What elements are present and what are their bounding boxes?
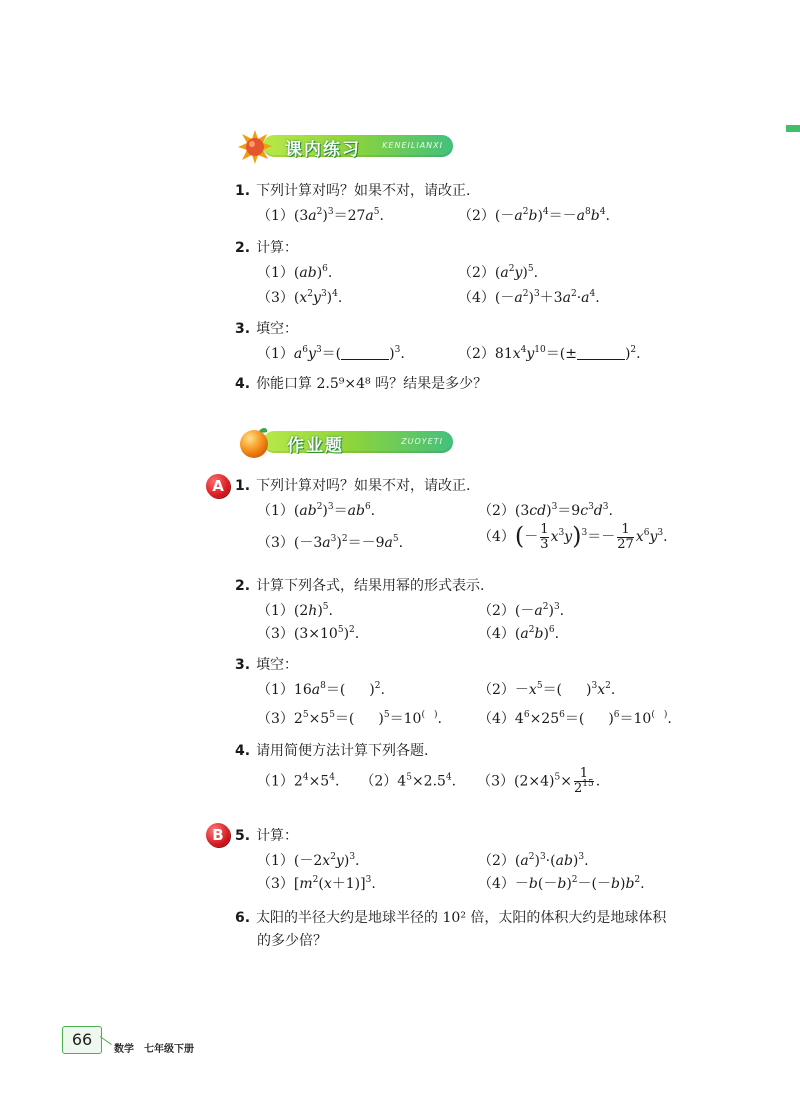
homework-2-part-1: $(1)(2h)^5$.	[257, 602, 333, 619]
homework-6-prompt: 6. 太阳的半径大约是地球半径的 10² 倍，太阳的体积大约是地球体积	[235, 910, 667, 926]
section-banner	[263, 431, 453, 456]
exercise-4-prompt: 4. 你能口算 2.5⁹×4⁸ 吗？结果是多少？	[235, 376, 488, 392]
homework-4-parts: $(1)2^4\times 5^4$. $(2)4^5\times 2.5^4$. $(3)(2\times 4)^5\times$ $\frac{1}{2^{15}}$ .	[257, 766, 601, 796]
exercise-2-part-1: （1）(ab)$^6$.	[257, 264, 333, 281]
orange-ball-icon	[237, 425, 273, 461]
homework-2-part-2: $(2)(-a^2)^3$.	[478, 602, 565, 619]
section-banner	[263, 135, 453, 160]
homework-3-part-4: $(4)4^6\times 25^6=$( )$^6$＝10( ).	[478, 710, 672, 727]
homework-1-part-1: $(1)(ab^2)^3=ab^6$.	[257, 502, 376, 519]
homework-1-part-2: $(2)(3cd)^3=9c^3d^3$.	[478, 502, 613, 519]
exercise-1-part-2: $(2)(-a^2b)^4=-a^8b^4$.	[458, 207, 610, 224]
exercise-1-prompt: 1. 下列计算对吗？如果不对，请改正.	[235, 183, 471, 199]
homework-2-part-4: $(4)(a^2b)^6$.	[478, 625, 560, 642]
section-title: 课内练习	[285, 140, 361, 160]
exercise-2-prompt: 2. 计算：	[235, 240, 299, 256]
level-a-badge: A	[206, 474, 230, 498]
exercise-3-part-1: $(1)a^6y^3=$( )$^3$.	[257, 345, 405, 362]
homework-1-part-3: $(3)(-3a^3)^2=-9a^5$.	[257, 534, 404, 551]
exercise-2-part-2: $(2)(a^2y)^5$.	[458, 264, 539, 281]
exercise-1-part-1: $(1)(3a^2)^3=27a^5$.	[257, 207, 384, 224]
exercise-2-part-4: $(4)(-a^2)^3+3a^2\cdot a^4$.	[458, 289, 600, 306]
page-footer	[62, 1026, 302, 1060]
exercise-3-prompt: 3. 填空：	[235, 321, 299, 337]
homework-3-part-2: $(2)-x^5=$( )$^3x^2$.	[478, 681, 616, 698]
page-edge-tab	[786, 125, 800, 132]
homework-5-part-2: $(2)(a^2)^3\cdot(ab)^3$.	[478, 852, 589, 869]
homework-3-part-1: $(1)16a^8=$( )$^2$.	[257, 681, 385, 698]
homework-5-part-1: $(1)(-2x^2y)^3$.	[257, 852, 360, 869]
homework-6-prompt-cont: 的多少倍？	[257, 933, 327, 949]
exercise-2-part-3: $(3)(x^2y^3)^4$.	[257, 289, 343, 306]
homework-5-part-3: $(3)[m^2(x+1)]^3$.	[257, 875, 376, 892]
homework-5-part-4: $(4)-b(-b)^2-(-b)b^2$.	[478, 875, 645, 892]
section-header-in-class-exercise	[237, 129, 457, 163]
homework-3-part-3: $(3)2^5\times 5^5=$( )$^5$＝10( ).	[257, 710, 442, 727]
homework-5-prompt: 5. 计算：	[235, 828, 299, 844]
section-header-homework	[237, 425, 457, 459]
sun-icon	[237, 129, 273, 165]
section-subtitle: KENEILIANXI	[382, 141, 443, 150]
book-title: 数学 七年级下册	[114, 1044, 194, 1055]
homework-2-part-3: $(3)(3\times 10^5)^2$.	[257, 625, 360, 642]
homework-2-prompt: 2. 计算下列各式，结果用幂的形式表示.	[235, 578, 485, 594]
level-b-badge: B	[206, 823, 230, 847]
section-title: 作业题	[287, 436, 344, 456]
homework-1-part-4: （4）(－ $\frac{1}{3}$ $x^3y)^3=-$ $\frac{1}{27}$ $x^6y^3$.	[478, 521, 668, 552]
exercise-3-part-2: $(2)81x^4y^{10}=(\pm )^2$.	[458, 345, 641, 362]
page-number: 66	[62, 1026, 102, 1054]
section-subtitle: ZUOYETI	[401, 437, 443, 446]
homework-1-prompt: 1. 下列计算对吗？如果不对，请改正.	[235, 478, 471, 494]
homework-3-prompt: 3. 填空：	[235, 657, 299, 673]
homework-4-prompt: 4. 请用简便方法计算下列各题.	[235, 743, 429, 759]
